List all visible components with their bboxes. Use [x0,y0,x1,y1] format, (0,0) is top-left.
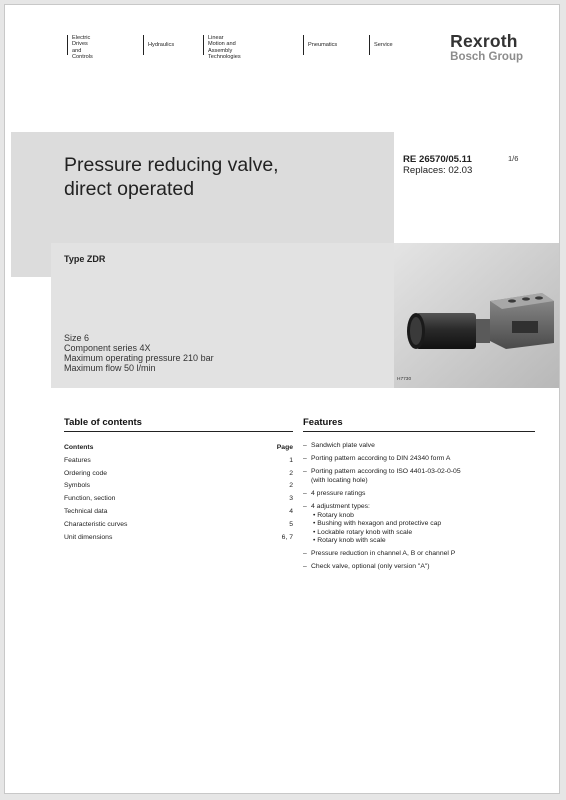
toc-entry-label[interactable]: Function, section [64,495,116,503]
feature-subitem: • Lockable rotary knob with scale [313,528,413,536]
feature-item: – Sandwich plate valve [303,442,533,451]
nav-item-linear-motion[interactable]: Linear Motion and Assembly Technologies [203,35,241,55]
feature-subitem: • Bushing with hexagon and protective cap [313,520,442,528]
feature-item: – 4 adjustment types: • Rotary knob • Bushing with hexagon and protective cap • Lockable rotary knob with scale • Rotary knob with scale [303,503,533,545]
toc-entry-label[interactable]: Symbols [64,482,91,490]
feature-item: – Porting pattern according to DIN 24340 form A [303,455,533,464]
feature-subitem: • Rotary knob with scale [313,537,386,545]
toc-col-page: Page [276,444,293,451]
toc-row[interactable] [64,493,293,506]
spec-size: Size 6 [64,333,90,343]
brand-subtitle: Bosch Group [450,51,523,63]
toc-heading: Table of contents [64,417,293,432]
spec-series: Component series 4X [64,343,151,353]
toc-entry-label[interactable]: Features [64,456,91,464]
toc-row[interactable] [64,519,293,532]
toc-entry-page: 5 [289,520,293,528]
feature-text: Porting pattern according to DIN 24340 form A [311,455,451,463]
features-list [303,442,533,577]
toc-entry-page: 3 [289,495,293,503]
spec-flow: Maximum flow 50 l/min [64,363,156,373]
feature-item: – Check valve, optional (only version "A") [303,563,533,572]
replaces-label: Replaces: 02.03 [403,165,473,176]
document-number-block [403,154,472,176]
toc-row[interactable] [64,480,293,493]
table-of-contents [64,442,293,544]
toc-entry-page: 6, 7 [281,533,293,541]
feature-text: 4 pressure ratings [311,490,366,498]
toc-row[interactable] [64,455,293,468]
title-line-1: Pressure reducing valve, [64,154,279,176]
nav-item-pneumatics[interactable]: Pneumatics [303,35,337,55]
toc-entry-label[interactable]: Unit dimensions [64,533,113,541]
toc-row[interactable] [64,532,293,545]
feature-text: Porting pattern according to ISO 4401-03-02-0-05 [311,468,461,476]
nav-item-service[interactable]: Service [369,35,393,55]
valve-illustration [394,243,559,388]
document-title [64,153,279,201]
title-line-2: direct operated [64,178,195,200]
nav-item-hydraulics[interactable]: Hydraulics [143,35,174,55]
feature-text: Check valve, optional (only version "A") [311,563,430,571]
toc-entry-label[interactable]: Ordering code [64,469,108,477]
feature-item: – Pressure reduction in channel A, B or channel P [303,550,533,559]
spec-list [64,333,214,373]
photo-code: H7730 [397,377,412,382]
spec-pressure: Maximum operating pressure 210 bar [64,353,214,363]
feature-text: Pressure reduction in channel A, B or channel P [311,550,456,558]
toc-header-row [64,442,293,455]
toc-entry-label[interactable]: Characteristic curves [64,520,128,528]
toc-entry-label[interactable]: Technical data [64,507,108,515]
page-count: 1/6 [508,154,519,163]
toc-row[interactable] [64,506,293,519]
features-heading: Features [303,417,535,432]
toc-entry-page: 2 [289,482,293,490]
toc-entry-page: 2 [289,469,293,477]
toc-entry-page: 1 [289,456,293,464]
product-photo [394,243,559,388]
feature-text: Sandwich plate valve [311,442,375,449]
toc-entry-page: 4 [289,507,293,515]
feature-text: 4 adjustment types: [311,503,370,511]
datasheet-page [4,4,560,794]
feature-item: – Porting pattern according to ISO 4401-03-02-0-05 (with locating hole) [303,468,533,485]
type-label: Type ZDR [64,254,106,264]
brand-logo [450,32,523,63]
nav-item-electric-drives[interactable]: Electric Drives and Controls [67,35,93,55]
feature-item: – 4 pressure ratings [303,490,533,499]
feature-text-continued: (with locating hole) [311,476,368,484]
document-number: RE 26570/05.11 [403,154,472,165]
toc-row[interactable] [64,468,293,481]
feature-subitem: • Rotary knob [313,511,354,519]
brand-name: Rexroth [450,31,518,51]
toc-col-contents: Contents [64,444,94,451]
